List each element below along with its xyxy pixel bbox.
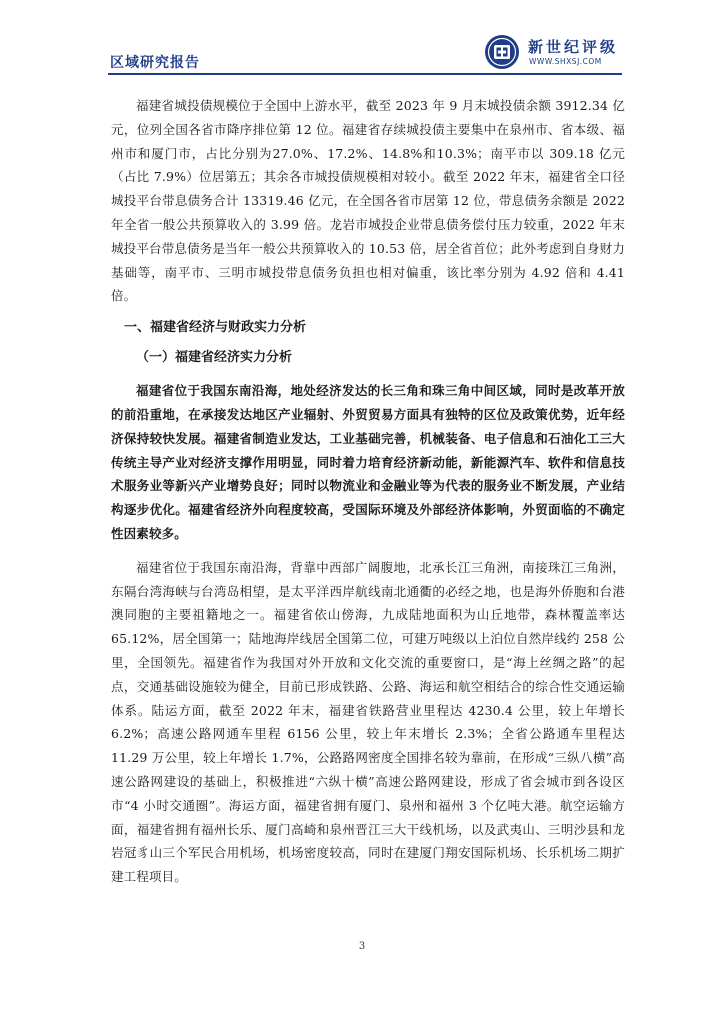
company-logo [484, 34, 624, 70]
subsection-heading: （一）福建省经济实力分析 [136, 350, 293, 366]
page-header [0, 0, 724, 74]
logo-url: WWW.SHXSJ.COM [529, 57, 602, 66]
logo-emblem-icon [484, 34, 520, 70]
header-divider [108, 73, 622, 75]
logo-text: 新世纪评级 [528, 38, 619, 56]
report-title: 区域研究报告 [110, 55, 200, 71]
page-number: 3 [358, 941, 366, 952]
paragraph-summary-bold: 福建省位于我国东南沿海，地处经济发达的长三角和珠三角中间区域，同时是改革开放的前沿重地，在承接发达地区产业辐射、外贸贸易方面具有独特的区位及政策优势，近年经济保持较快发展。福建省制造业发达，工业基础完善，机械装备、电子信息和石油化工三大传统主导产业对经济支撑作用明显，同时着力培育经济新动能，新能源汽车、软件和信息技术服务业等新兴产业增势良好；同时以物流业和金融业等为代表的服务业不断发展，产业结构逐步优化。福建省经济外向程度较高，受国际环境及外部经济体影响，外贸面临的不确定性因素较多。 [111, 383, 625, 541]
section-heading: 一、福建省经济与财政实力分析 [124, 320, 307, 336]
paragraph-debt-overview: 福建省城投债规模位于全国中上游水平，截至 2023 年 9 月末城投债余额 3912.34 亿元，位列全国各省市降序排位第 12 位。福建省存续城投债主要集中在泉州市、省本级、福州市和厦门市，占比分别为27.0%、17.2%、14.8%和10.3%；南平市以 309.18 亿元（占比 7.9%）位居第五；其余各市城投债规模相对较小。截至 2022 年末，福建省全口径城投平台带息债务合计 13319.46 亿元，在全国各省市居第 12 位，带息债务余额是 2022 年全省一般公共预算收入的 3.99 倍。龙岩市城投企业带息债务偿付压力较重，2022 年末城投平台带息债务是当年一般公共预算收入的 10.53 倍，居全省首位；此外考虑到自身财力基础等，南平市、三明市城投带息债务负担也相对偏重，该比率分别为 4.92 倍和 4.41 倍。 [111, 98, 625, 304]
paragraph-geography-transport: 福建省位于我国东南沿海，背靠中西部广阔腹地，北承长江三角洲，南接珠江三角洲，东隔台湾海峡与台湾岛相望，是太平洋西岸航线南北通衢的必经之地，也是海外侨胞和台港澳同胞的主要祖籍地之一。福建省依山傍海，九成陆地面积为山丘地带，森林覆盖率达 65.12%，居全国第一；陆地海岸线居全国第二位，可建万吨级以上泊位自然岸线约 258 公里，全国领先。福建省作为我国对外开放和文化交流的重要窗口，是“海上丝绸之路”的起点，交通基础设施较为健全，目前已形成铁路、公路、海运和航空相结合的综合性交通运输体系。陆运方面，截至 2022 年末，福建省铁路营业里程达 4230.4 公里，较上年增长 6.2%；高速公路网通车里程 6156 公里，较上年末增长 2.3%；全省公路通车里程达 11.29 万公里，较上年增长 1.7%，公路路网密度全国排名较为靠前，在形成“三纵八横”高速公路网建设的基础上，积极推进“六纵十横”高速公路网建设，形成了省会城市到各设区市“4 小时交通圈”。海运方面，福建省拥有厦门、泉州和福州 3 个亿吨大港。航空运输方面，福建省拥有福州长乐、厦门高崎和泉州晋江三大干线机场，以及武夷山、三明沙县和龙岩冠豸山三个军民合用机场，机场密度较高，同时在建厦门翔安国际机场、长乐机场二期扩建工程项目。 [111, 559, 625, 885]
page-content [111, 94, 625, 889]
